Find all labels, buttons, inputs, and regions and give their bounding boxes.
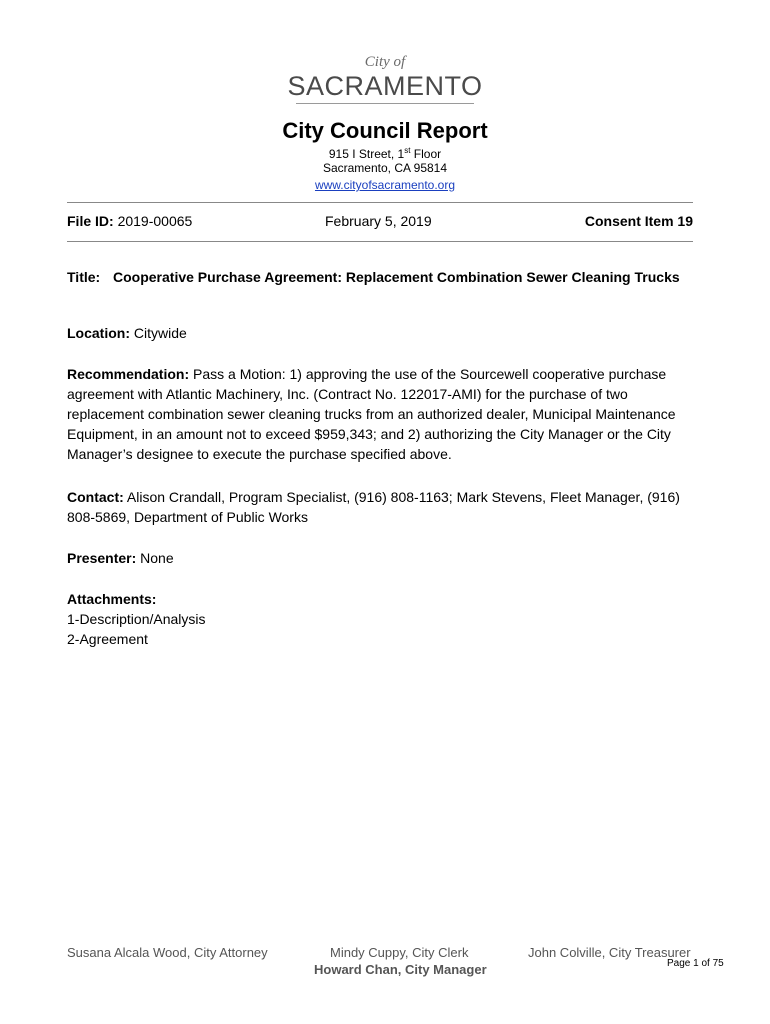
- logo-underline: [296, 103, 474, 104]
- attachments-label: Attachments:: [67, 591, 157, 607]
- header-divider-bottom: [67, 241, 693, 242]
- meeting-date: February 5, 2019: [325, 213, 432, 229]
- website-link[interactable]: www.cityofsacramento.org: [314, 178, 456, 192]
- consent-item: Consent Item 19: [584, 213, 693, 229]
- file-id-label: File ID:: [67, 213, 114, 229]
- file-id-value: 2019-00065: [117, 213, 193, 229]
- title-text: Cooperative Purchase Agreement: Replacement Combination Sewer Cleaning Trucks: [113, 269, 680, 285]
- presenter-label: Presenter:: [67, 550, 137, 566]
- address-line-2: Sacramento, CA 95814: [322, 161, 448, 175]
- address-line-1: 915 I Street, 1st Floor: [328, 146, 442, 161]
- file-id: [67, 212, 192, 230]
- header-divider-top: [67, 202, 693, 203]
- recommendation-section: [67, 364, 699, 464]
- recommendation-label: Recommendation:: [67, 366, 190, 382]
- presenter-section: [67, 548, 699, 568]
- contact-section: [67, 487, 699, 527]
- location-label: Location:: [67, 325, 130, 341]
- presenter-text: None: [140, 550, 174, 566]
- attachments-section: [67, 589, 699, 649]
- title-label: Title:: [67, 269, 101, 285]
- report-title: City Council Report: [282, 118, 488, 143]
- footer-city-clerk: Mindy Cuppy, City Clerk: [330, 945, 469, 960]
- footer-city-manager: Howard Chan, City Manager: [314, 962, 487, 977]
- attachment-item: 2-Agreement: [67, 631, 148, 647]
- logo-sacramento: SACRAMENTO: [287, 71, 483, 101]
- location-text: Citywide: [133, 325, 187, 341]
- page-number: Page 1 of 75: [667, 958, 724, 969]
- footer-city-attorney: Susana Alcala Wood, City Attorney: [67, 945, 268, 960]
- contact-label: Contact:: [67, 489, 124, 505]
- logo-city-of: City of: [364, 54, 406, 70]
- location-section: [67, 323, 699, 343]
- recommendation-text: Pass a Motion: 1) approving the use of the Sourcewell cooperative purchase agreement with Atlantic Machinery, Inc. (Contract No. 122017-AMI) for the purchase of two replacement combination sewer cleaning trucks from an authorized dealer, Municipal Maintenance Equipment, in an amount not to exceed $959,343; and 2) authorizing the City Manager or the City Manager’s designee to execute the purchase specified above.: [67, 366, 676, 462]
- contact-text: Alison Crandall, Program Specialist, (916) 808-1163; Mark Stevens, Fleet Manager, (916) 808-5869, Department of Public Works: [67, 489, 680, 525]
- title-section: [67, 267, 699, 287]
- attachment-item: 1-Description/Analysis: [67, 611, 206, 627]
- footer-city-treasurer: John Colville, City Treasurer: [528, 945, 691, 960]
